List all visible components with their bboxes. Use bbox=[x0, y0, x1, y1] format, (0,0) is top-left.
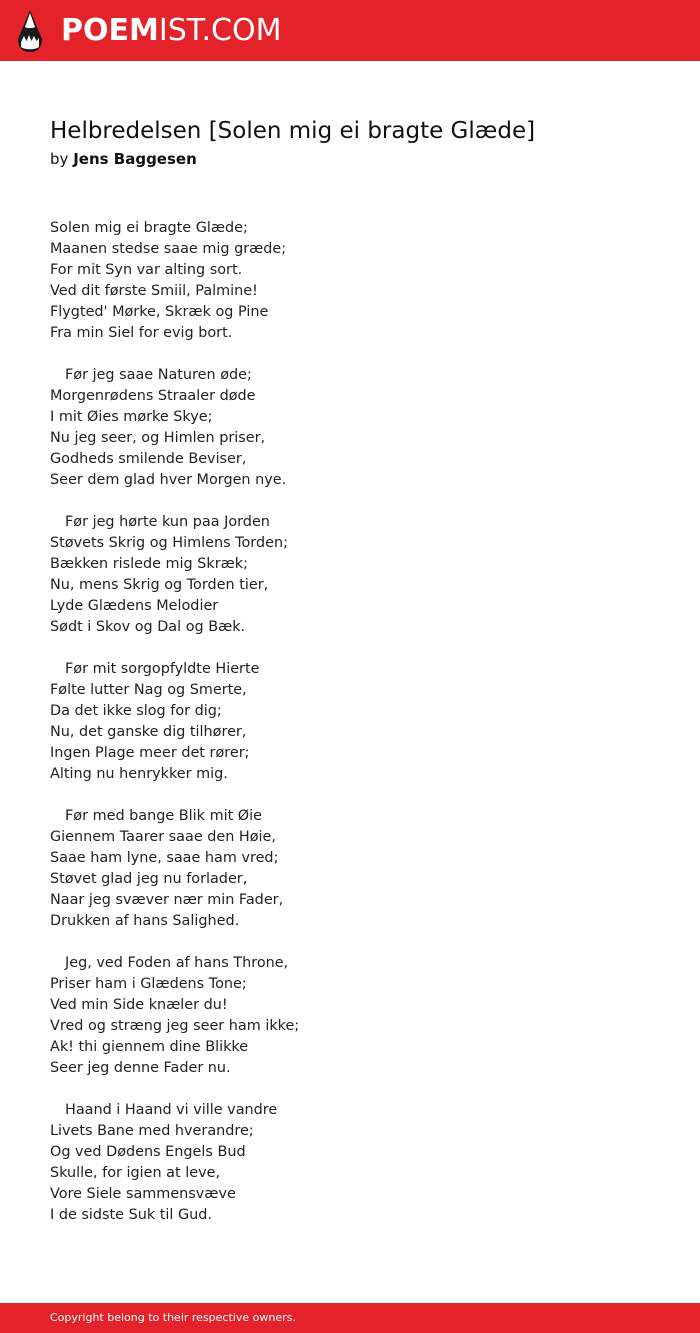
logo-wordmark-bold: POEM bbox=[61, 13, 159, 48]
site-logo-link[interactable] bbox=[16, 9, 281, 53]
poem-line: Ved dit første Smiil, Palmine! bbox=[50, 283, 258, 299]
stanza-gap bbox=[50, 785, 670, 806]
site-footer bbox=[0, 1303, 700, 1333]
stanza-gap bbox=[50, 344, 670, 365]
poem-line: Før jeg hørte kun paa Jorden bbox=[65, 514, 270, 530]
stanza-gap bbox=[50, 491, 670, 512]
poem-line: Drukken af hans Salighed. bbox=[50, 913, 240, 929]
poem-stanza bbox=[50, 659, 670, 785]
stanza-gap bbox=[50, 638, 670, 659]
logo-wordmark bbox=[61, 9, 281, 53]
poem-line: Bækken rislede mig Skræk; bbox=[50, 556, 248, 572]
poem-line: Ved min Side knæler du! bbox=[50, 997, 228, 1013]
poem-line: For mit Syn var alting sort. bbox=[50, 262, 243, 278]
poem-line: Støvet glad jeg nu forlader, bbox=[50, 871, 248, 887]
poem-line: Vred og stræng jeg seer ham ikke; bbox=[50, 1018, 300, 1034]
poem-line: Solen mig ei bragte Glæde; bbox=[50, 220, 248, 236]
copyright-notice: Copyright belong to their respective owners. bbox=[50, 1311, 296, 1324]
poem-line: Naar jeg svæver nær min Fader, bbox=[50, 892, 284, 908]
poem-line: Morgenrødens Straaler døde bbox=[50, 388, 256, 404]
poem-line: Haand i Haand vi ville vandre bbox=[65, 1102, 278, 1118]
poem-line: Livets Bane med hverandre; bbox=[50, 1123, 254, 1139]
poem-line: Før mit sorgopfyldte Hierte bbox=[65, 661, 260, 677]
poem-stanza bbox=[50, 806, 670, 932]
poem-line: Ingen Plage meer det rører; bbox=[50, 745, 250, 761]
poem-line: I de sidste Suk til Gud. bbox=[50, 1207, 212, 1223]
poem-line: I mit Øies mørke Skye; bbox=[50, 409, 213, 425]
poem-line: Og ved Dødens Engels Bud bbox=[50, 1144, 246, 1160]
poem-stanza bbox=[50, 218, 670, 344]
poem-line: Skulle, for igien at leve, bbox=[50, 1165, 221, 1181]
poem-line: Før jeg saae Naturen øde; bbox=[65, 367, 252, 383]
poem-line: Saae ham lyne, saae ham vred; bbox=[50, 850, 279, 866]
poem-line: Alting nu henrykker mig. bbox=[50, 766, 228, 782]
poem-line: Før med bange Blik mit Øie bbox=[65, 808, 262, 824]
site-header bbox=[0, 0, 700, 61]
poem-line: Godheds smilende Beviser, bbox=[50, 451, 247, 467]
poem-line: Seer jeg denne Fader nu. bbox=[50, 1060, 231, 1076]
poem-line: Jeg, ved Foden af hans Throne, bbox=[65, 955, 289, 971]
poem-line: Lyde Glædens Melodier bbox=[50, 598, 219, 614]
poem-line: Fra min Siel for evig bort. bbox=[50, 325, 233, 341]
poem-stanza bbox=[50, 1100, 670, 1226]
poem-author: Jens Baggesen bbox=[73, 150, 197, 168]
poem-line: Giennem Taarer saae den Høie, bbox=[50, 829, 276, 845]
poem-line: Følte lutter Nag og Smerte, bbox=[50, 682, 247, 698]
poem-byline bbox=[50, 148, 197, 170]
poem-body bbox=[50, 218, 670, 1226]
poem-line: Nu jeg seer, og Himlen priser, bbox=[50, 430, 266, 446]
poem-stanza bbox=[50, 512, 670, 638]
poem-line: Nu, mens Skrig og Torden tier, bbox=[50, 577, 269, 593]
poem-title: Helbredelsen [Solen mig ei bragte Glæde] bbox=[50, 118, 536, 144]
logo-wordmark-light: IST.COM bbox=[158, 13, 282, 48]
poem-line: Nu, det ganske dig tilhører, bbox=[50, 724, 247, 740]
poem-line: Flygted' Mørke, Skræk og Pine bbox=[50, 304, 269, 320]
poem-line: Seer dem glad hver Morgen nye. bbox=[50, 472, 287, 488]
poem-line: Vore Siele sammensvæve bbox=[50, 1186, 236, 1202]
poem-stanza bbox=[50, 365, 670, 491]
poem-line: Støvets Skrig og Himlens Torden; bbox=[50, 535, 288, 551]
poem-line: Maanen stedse saae mig græde; bbox=[50, 241, 287, 257]
pen-nib-icon bbox=[16, 9, 44, 53]
poem-line: Ak! thi giennem dine Blikke bbox=[50, 1039, 249, 1055]
poem-line: Sødt i Skov og Dal og Bæk. bbox=[50, 619, 246, 635]
byline-label: by bbox=[50, 150, 69, 168]
stanza-gap bbox=[50, 932, 670, 953]
stanza-gap bbox=[50, 1079, 670, 1100]
poem-line: Priser ham i Glædens Tone; bbox=[50, 976, 247, 992]
poem-stanza bbox=[50, 953, 670, 1079]
poem-line: Da det ikke slog for dig; bbox=[50, 703, 222, 719]
